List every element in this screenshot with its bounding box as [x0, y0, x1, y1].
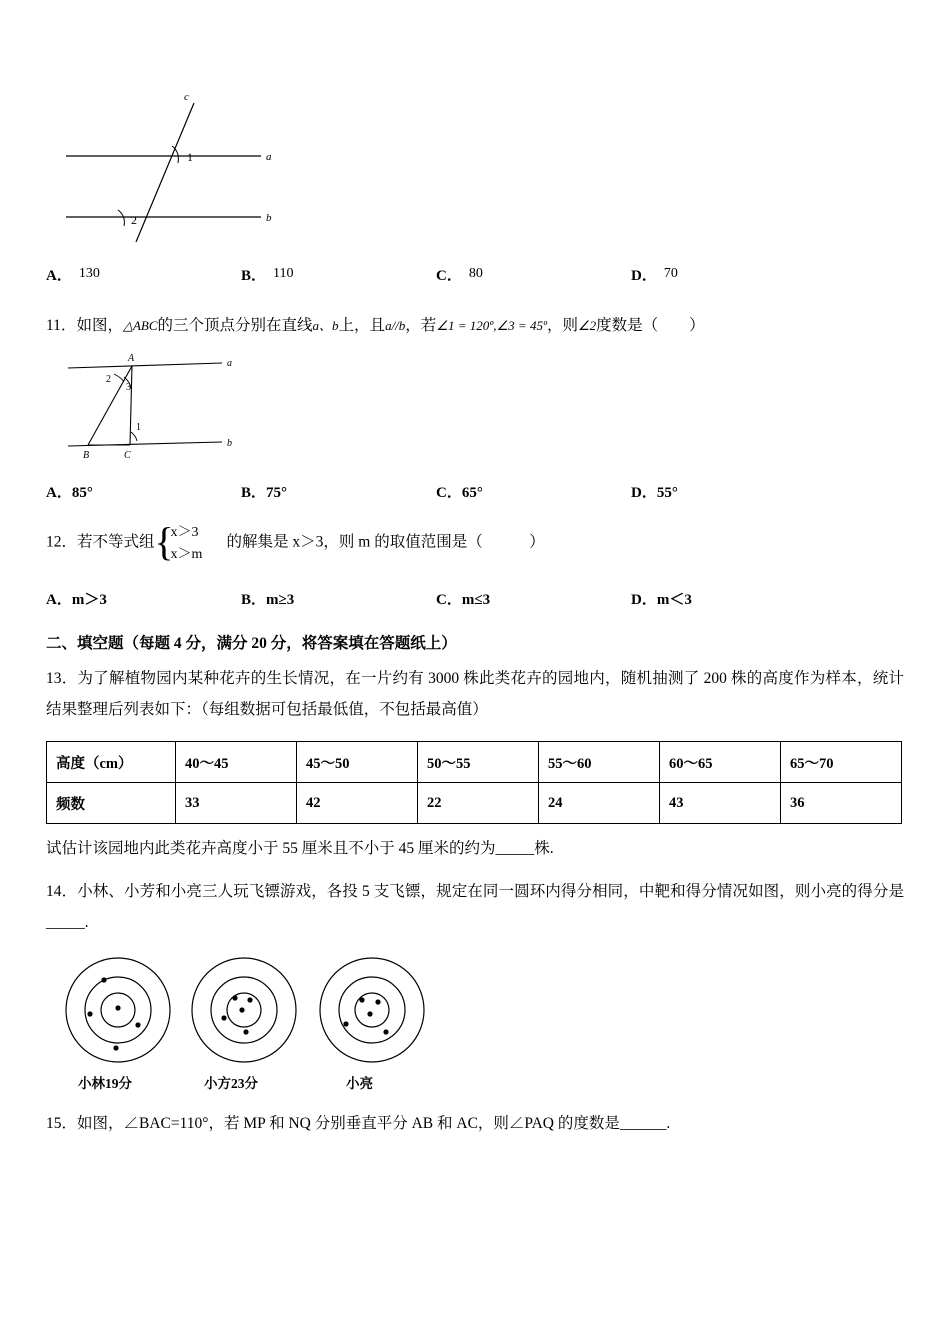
- question-12-part-1: 若不等式组: [77, 534, 155, 551]
- figure-question-10: [56, 40, 356, 250]
- question-11-part-2: 的三个顶点分别在直线: [157, 317, 313, 334]
- option-10-A-value: 130: [78, 266, 100, 281]
- option-11-A: [46, 481, 241, 502]
- option-11-D: [631, 481, 826, 502]
- figure-10-label-a: a: [266, 151, 272, 163]
- inequality-line-1: x＞3: [170, 525, 199, 541]
- option-11-D-label: D．: [631, 485, 657, 502]
- cell-range-1: 40～45: [176, 742, 297, 783]
- option-11-A-value: 85°: [71, 485, 93, 502]
- question-11-math-4: ∠1 = 120º,∠3 = 45º: [436, 318, 547, 333]
- question-14-text: [46, 876, 904, 938]
- cell-header-frequency: 频数: [47, 783, 176, 824]
- brace-glyph: {: [154, 519, 174, 565]
- question-11-part-1: 如图，: [76, 317, 123, 334]
- question-11-part-4: ，若: [405, 317, 437, 334]
- dart-target-3: [320, 958, 424, 1062]
- inequality-line-2: x＞m: [170, 547, 203, 563]
- figure-10-label-1: 1: [187, 150, 193, 164]
- cell-freq-6: 36: [781, 783, 902, 824]
- question-14-number: 14．: [46, 883, 78, 901]
- figure-11-label-B: B: [83, 450, 90, 462]
- option-12-B: [241, 588, 436, 609]
- option-12-A-label: A．: [46, 592, 72, 609]
- question-12-part-2: 的解集是 x＞3，则 m 的取值范围是（ ）: [226, 534, 545, 551]
- cell-range-3: 50～55: [418, 742, 539, 783]
- figure-11-label-2: 2: [106, 374, 111, 386]
- option-12-C-value: m≤3: [461, 592, 491, 609]
- option-11-B-value: 75°: [266, 485, 288, 502]
- question-11-number: 11．: [46, 317, 77, 334]
- option-10-D-value: 70: [663, 266, 678, 281]
- cell-range-5: 60～65: [660, 742, 781, 783]
- question-11-math-1: △ABC: [122, 318, 158, 333]
- question-11-math-5: ∠2: [578, 318, 597, 333]
- cell-range-6: 65～70: [781, 742, 902, 783]
- question-11-math-3: a//b: [385, 318, 406, 333]
- question-15-body: 如图，∠BAC=110°，若 MP 和 NQ 分别垂直平分 AB 和 AC，则∠PAQ 的度数是______.: [77, 1115, 671, 1133]
- option-12-D-label: D．: [631, 592, 657, 609]
- option-11-C: [436, 481, 631, 502]
- question-14-body: 小林、小芳和小亮三人玩飞镖游戏，各投 5 支飞镖，规定在同一圆环内得分相同，中靶和得分情况如图，则小亮的得分是_____.: [46, 883, 904, 932]
- dart-caption-3: 小亮: [346, 1076, 373, 1092]
- table-row-frequencies: [47, 783, 902, 824]
- figure-10-svg: [56, 40, 356, 250]
- figure-10-label-b: b: [266, 212, 272, 224]
- question-11-part-5: ，则: [546, 317, 578, 334]
- figure-11-label-a: a: [227, 358, 232, 370]
- options-question-11: [46, 481, 904, 502]
- dart-caption-2: 小方23分: [204, 1076, 258, 1092]
- figure-question-14: [56, 948, 904, 1098]
- question-15-text: [46, 1108, 904, 1139]
- option-11-D-value: 55°: [656, 485, 678, 502]
- option-10-A-label: A．: [46, 268, 72, 284]
- option-10-C: [436, 264, 631, 285]
- option-11-A-label: A．: [46, 485, 72, 502]
- cell-header-height: 高度（cm）: [47, 742, 176, 783]
- cell-freq-2: 42: [297, 783, 418, 824]
- option-12-D-value: m＜3: [656, 592, 692, 609]
- cell-range-4: 55～60: [539, 742, 660, 783]
- cell-freq-1: 33: [176, 783, 297, 824]
- option-10-B-value: 110: [273, 266, 294, 281]
- option-10-D-label: D．: [631, 268, 657, 284]
- options-question-12: [46, 588, 904, 609]
- cell-range-2: 45～50: [297, 742, 418, 783]
- option-12-D: [631, 588, 826, 609]
- option-12-C: [436, 588, 631, 609]
- question-12-text: [46, 520, 904, 566]
- dart-target-2: [192, 958, 296, 1062]
- option-12-B-label: B．: [241, 592, 267, 609]
- dart-target-1: [66, 958, 170, 1062]
- option-10-C-label: C．: [436, 268, 462, 284]
- frequency-table: [46, 741, 902, 824]
- option-10-B-label: B．: [241, 268, 267, 284]
- table-row-heights: [47, 742, 902, 783]
- options-question-10: [46, 264, 904, 285]
- figure-11-label-C: C: [124, 450, 131, 462]
- figure-11-label-1: 1: [136, 422, 141, 434]
- question-12-number: 12．: [46, 534, 78, 551]
- question-13-followup: 试估计该园地内此类花卉高度小于 55 厘米且不小于 45 厘米的约为_____株.: [46, 840, 554, 858]
- question-11-math-2: a、b: [312, 318, 339, 333]
- option-11-C-value: 65°: [461, 485, 483, 502]
- option-10-B: [241, 264, 436, 285]
- option-12-A-value: m＞3: [71, 592, 107, 609]
- figure-11-svg: [60, 346, 320, 461]
- option-10-D: [631, 264, 826, 285]
- section-2-title: 二、填空题（每题 4 分，满分 20 分，将答案填在答题纸上）: [46, 635, 457, 653]
- cell-freq-5: 43: [660, 783, 781, 824]
- figure-11-label-b: b: [227, 438, 232, 450]
- option-12-A: [46, 588, 241, 609]
- question-11-text: [46, 311, 904, 340]
- figure-10-label-c: c: [184, 91, 189, 103]
- dart-caption-1: 小林19分: [78, 1076, 132, 1092]
- option-10-A: [46, 264, 241, 285]
- cell-freq-3: 22: [418, 783, 539, 824]
- option-12-C-label: C．: [436, 592, 462, 609]
- figure-question-11: [60, 346, 320, 461]
- figure-10-label-2: 2: [131, 213, 137, 227]
- figure-11-label-3: 3: [126, 382, 131, 394]
- inequality-system: [155, 520, 227, 566]
- page-content: [46, 40, 904, 1139]
- option-11-B-label: B．: [241, 485, 267, 502]
- option-10-C-value: 80: [468, 266, 483, 281]
- question-15-number: 15．: [46, 1115, 78, 1133]
- cell-freq-4: 24: [539, 783, 660, 824]
- option-11-B: [241, 481, 436, 502]
- question-13-body: 为了解植物园内某种花卉的生长情况，在一片约有 3000 株此类花卉的园地内，随机抽测了 200 株的高度作为样本，统计结果整理后列表如下：（每组数据可包括最低值，不包括最高值）: [46, 670, 904, 719]
- question-11-part-6: 度数是（ ）: [596, 317, 705, 334]
- option-12-B-value: m≥3: [266, 592, 295, 609]
- option-11-C-label: C．: [436, 485, 462, 502]
- question-13-number: 13．: [46, 670, 78, 688]
- question-11-part-3: 上，且: [338, 317, 386, 334]
- figure-11-label-A: A: [128, 353, 135, 365]
- question-13-text: [46, 663, 904, 725]
